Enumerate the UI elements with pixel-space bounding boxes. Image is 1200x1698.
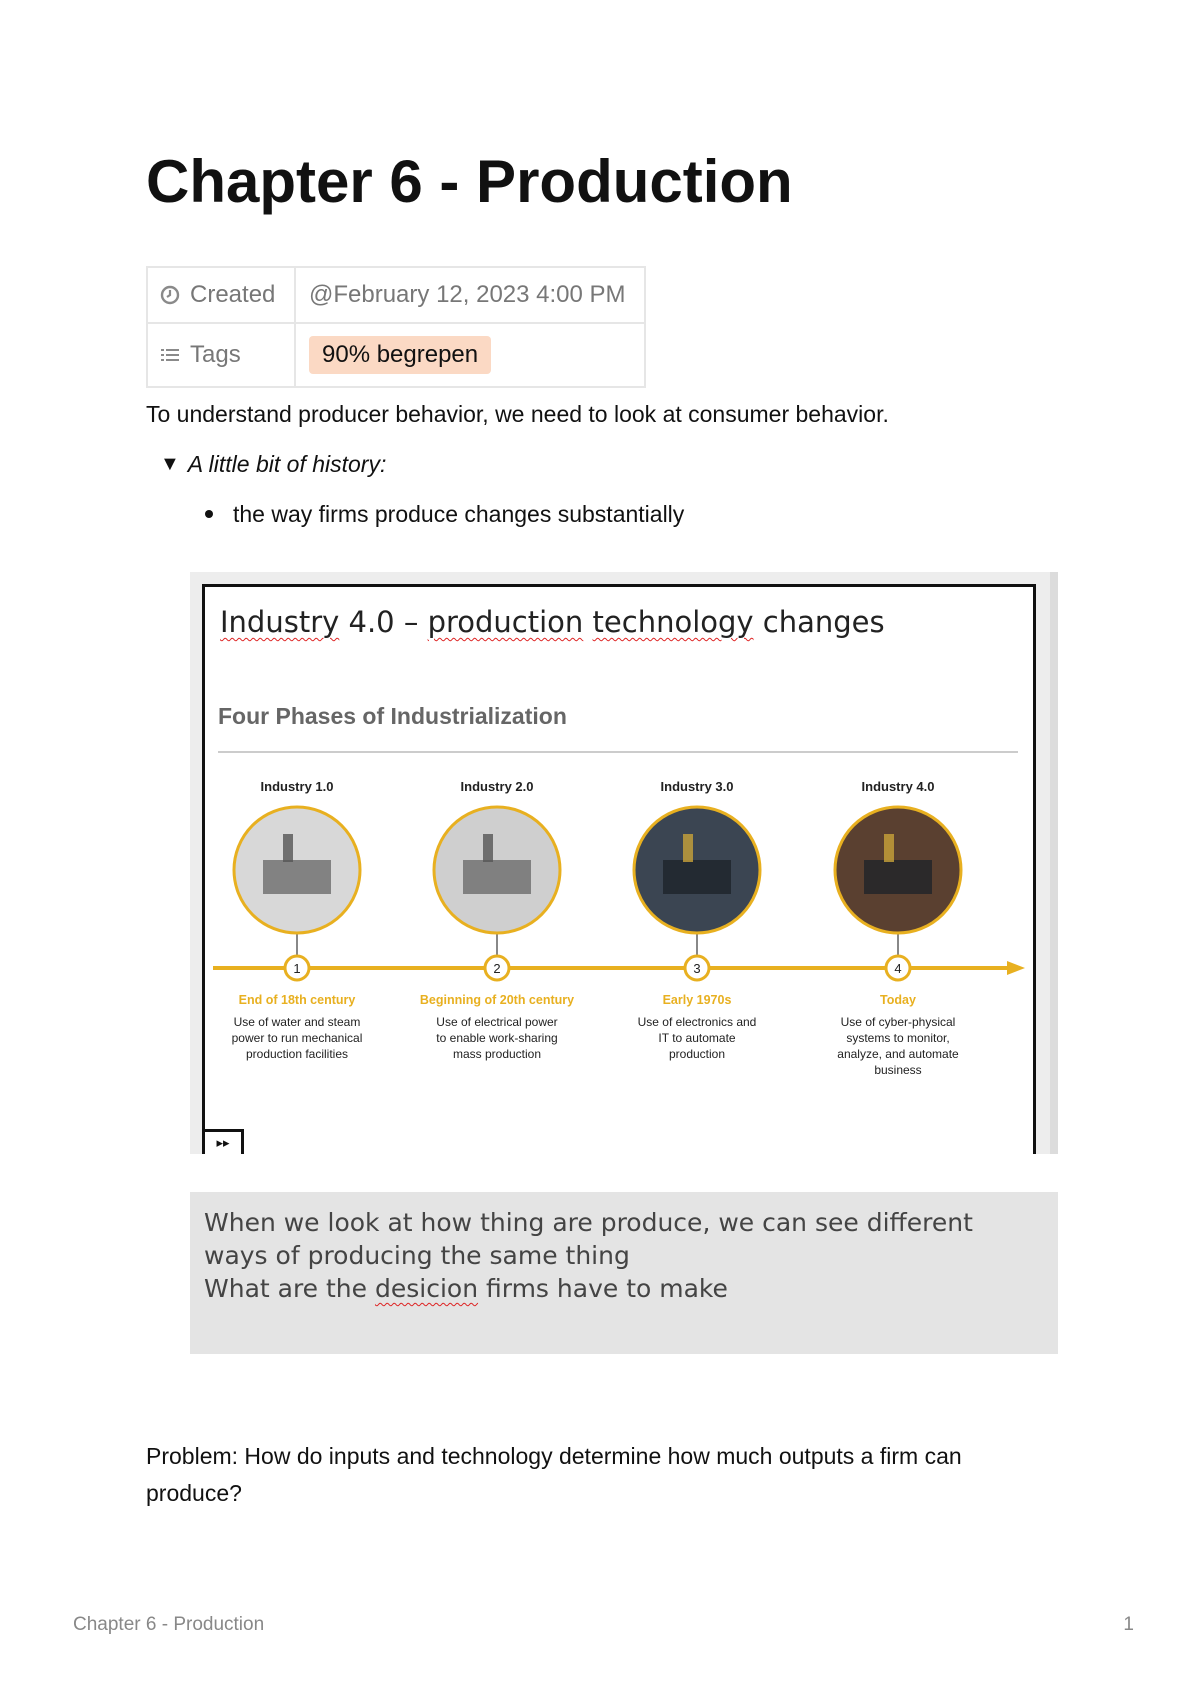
phase-description: Use of cyber-physical systems to monitor, analyze, and automate business: [837, 1015, 959, 1077]
phase-name: Industry 1.0: [260, 779, 334, 794]
machine-part-icon: [884, 834, 894, 862]
tag-badge[interactable]: 90% begrepen: [309, 336, 491, 374]
tags-label: Tags: [190, 341, 241, 368]
machine-icon: [463, 860, 531, 894]
phase-name: Industry 3.0: [660, 779, 734, 794]
toggle-triangle-icon[interactable]: ▼: [160, 453, 180, 475]
history-toggle[interactable]: [160, 448, 386, 480]
list-item: [205, 498, 684, 530]
page-number: 1: [1123, 1614, 1134, 1635]
created-label: Created: [190, 281, 276, 308]
clock-icon: [160, 285, 180, 305]
slide-title: Industry 4.0 – production technology changes: [220, 605, 885, 639]
phase-name: Industry 2.0: [460, 779, 534, 794]
play-icon[interactable]: ▸▸: [202, 1129, 244, 1154]
phase-number: 2: [493, 961, 501, 976]
machine-icon: [864, 860, 932, 894]
machine-part-icon: [283, 834, 293, 862]
page-title: Chapter 6 - Production: [146, 148, 793, 215]
toggle-label: A little bit of history:: [187, 451, 387, 477]
problem-text: Problem: How do inputs and technology determine how much outputs a firm can produce?: [146, 1443, 962, 1506]
property-row-created: [147, 267, 645, 323]
phase-number: 4: [894, 961, 902, 976]
callout-line-2: What are the desicion firms have to make: [204, 1274, 728, 1303]
bullet-text: the way firms produce changes substantially: [233, 501, 685, 527]
phase-number: 1: [293, 961, 301, 976]
bullet-icon: [205, 510, 213, 518]
phase-era: End of 18th century: [238, 993, 356, 1007]
slide: [202, 584, 1036, 1154]
embedded-slide-image: [190, 572, 1058, 1154]
industrialization-timeline: [205, 587, 1033, 1157]
slide-subtitle: Four Phases of Industrialization: [218, 703, 567, 729]
properties-table: [146, 266, 646, 388]
callout-line-1: When we look at how thing are produce, we can see different ways of producing the same thing: [204, 1208, 973, 1270]
timeline-arrow-icon: [1007, 961, 1025, 975]
phase-description: Use of electrical power to enable work-sharing mass production: [436, 1015, 558, 1061]
list-icon: [160, 345, 180, 365]
machine-part-icon: [683, 834, 693, 862]
machine-part-icon: [483, 834, 493, 862]
phase-number: 3: [693, 961, 701, 976]
phase-era: Beginning of 20th century: [419, 993, 575, 1007]
machine-icon: [663, 860, 731, 894]
phase-era: Today: [880, 993, 916, 1007]
phase-description: Use of water and steam power to run mechanical production facilities: [231, 1015, 363, 1061]
created-value[interactable]: @February 12, 2023 4:00 PM: [309, 281, 626, 308]
phase-era: Early 1970s: [662, 993, 732, 1007]
phase-name: Industry 4.0: [861, 779, 935, 794]
callout-box: [190, 1192, 1058, 1354]
phase-description: Use of electronics and IT to automate production: [637, 1015, 757, 1061]
embed-scroll-strip: [1050, 572, 1058, 1154]
intro-text: To understand producer behavior, we need to look at consumer behavior.: [146, 401, 889, 427]
footer-title: Chapter 6 - Production: [73, 1614, 265, 1635]
property-row-tags: [147, 323, 645, 387]
machine-icon: [263, 860, 331, 894]
